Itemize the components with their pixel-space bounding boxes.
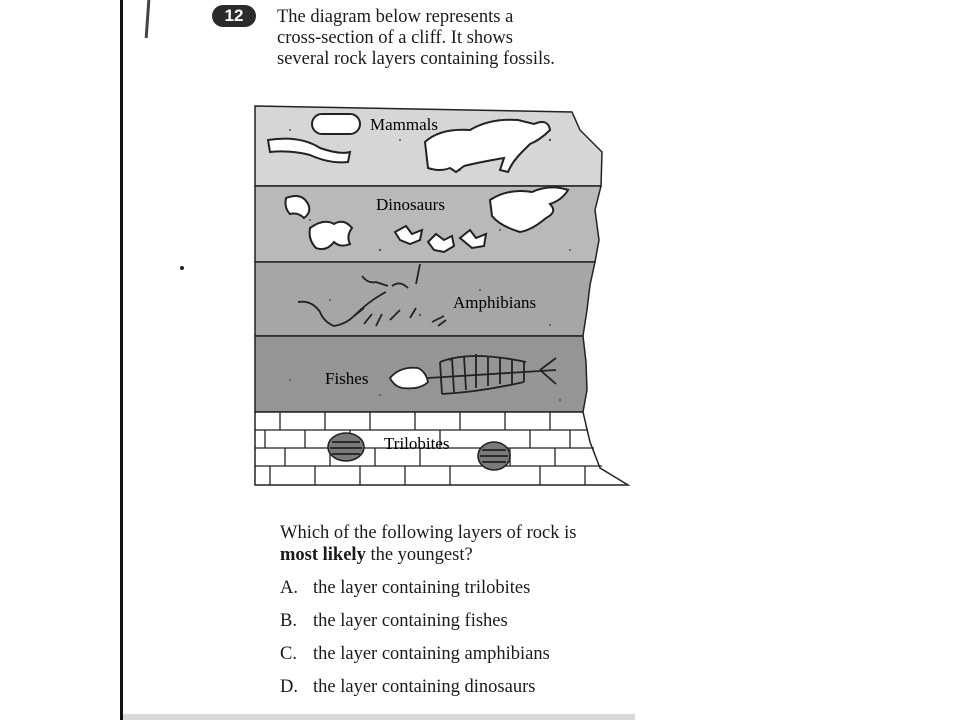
question-intro — [277, 7, 637, 70]
question-stem — [280, 522, 660, 566]
choice-letter: C. — [280, 644, 297, 664]
choice-c[interactable] — [280, 642, 550, 666]
choice-letter: D. — [280, 677, 298, 697]
cliff-cross-section-diagram — [250, 100, 635, 492]
choice-b[interactable] — [280, 609, 508, 633]
stem-line-2 — [280, 544, 660, 566]
choice-text: the layer containing trilobites — [313, 578, 531, 598]
label-fishes: Fishes — [325, 369, 369, 388]
label-dinosaurs: Dinosaurs — [376, 195, 445, 214]
intro-line: cross-section of a cliff. It shows — [277, 28, 513, 48]
stem-emphasis: most likely — [280, 545, 366, 565]
label-mammals: Mammals — [370, 115, 438, 134]
label-trilobites: Trilobites — [384, 434, 450, 453]
choice-letter: A. — [280, 578, 298, 598]
intro-line: several rock layers containing fossils. — [277, 49, 555, 69]
choice-text: the layer containing fishes — [313, 611, 508, 631]
page-bottom-edge — [123, 714, 635, 720]
stray-dot — [180, 266, 184, 270]
intro-line: The diagram below represents a — [277, 7, 514, 27]
choice-d[interactable] — [280, 675, 535, 699]
question-number: 12 — [212, 5, 256, 27]
layer-amphibians — [255, 262, 595, 336]
page-edge — [120, 0, 123, 720]
choice-text: the layer containing dinosaurs — [313, 677, 536, 697]
choice-letter: B. — [280, 611, 297, 631]
stem-line-1: Which of the following layers of rock is — [280, 523, 577, 543]
scan-mark — [145, 0, 151, 38]
stem-line-2-rest: the youngest? — [365, 545, 473, 565]
choice-text: the layer containing amphibians — [313, 644, 550, 664]
label-amphibians: Amphibians — [453, 293, 537, 312]
choice-a[interactable] — [280, 576, 530, 600]
